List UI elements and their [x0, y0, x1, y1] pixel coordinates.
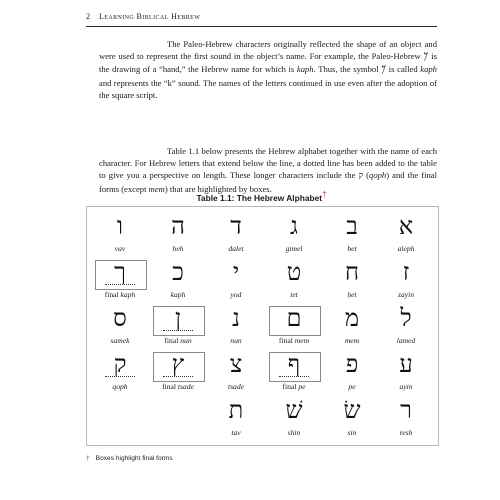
- paleo-kaph-glyph: 𐤊: [423, 51, 429, 63]
- hebrew-letter: א: [398, 212, 414, 240]
- alphabet-cell-kaph: [149, 259, 207, 303]
- hebrew-letter: ן: [174, 304, 182, 332]
- letter-name: final tsade: [162, 382, 194, 391]
- letter-name: aleph: [397, 244, 415, 253]
- hebrew-letter: פ: [345, 350, 359, 378]
- letter-name: sin: [347, 428, 357, 437]
- running-head: Learning Biblical Hebrew: [99, 12, 201, 21]
- p2-text-c: ) and the final forms (except: [99, 170, 437, 194]
- letter-name: nun: [230, 336, 242, 345]
- p1-text-b: is the drawing of a “hand,” the Hebrew name for which is: [99, 51, 437, 75]
- paragraph-table-intro: [99, 145, 437, 195]
- letter-name: pe: [348, 382, 356, 391]
- p2-text-d: ) that are highlighted by boxes.: [164, 183, 272, 194]
- table-title-text: Table 1.1: The Hebrew Alphabet: [196, 193, 323, 203]
- p1-text-a: The Paleo-Hebrew characters originally reflected the shape of an object and were used to represent the first sound in the object’s name. For example, the Paleo-Hebrew: [99, 39, 437, 62]
- letter-name: kaph: [170, 290, 186, 299]
- baseline-dotted-line: [163, 376, 193, 377]
- baseline-dotted-line: [105, 284, 135, 285]
- footnote-dagger: †: [86, 455, 90, 462]
- hebrew-letter: ח: [344, 258, 360, 286]
- hebrew-letter: ס: [113, 304, 127, 332]
- letter-name: qoph: [112, 382, 128, 391]
- letter-name: heh: [172, 244, 184, 253]
- alphabet-cell-nun-final: [149, 305, 207, 349]
- letter-name: zayin: [397, 290, 415, 299]
- letter-name: final nun: [164, 336, 192, 345]
- alphabet-cell-samek: [91, 305, 149, 349]
- alphabet-cell-dalet: [207, 213, 265, 257]
- alphabet-cell-shin: [265, 397, 323, 441]
- letter-name: tav: [231, 428, 241, 437]
- alphabet-cell-qoph: [91, 351, 149, 395]
- letter-name: tsade: [227, 382, 245, 391]
- letter-name: gimel: [285, 244, 303, 253]
- letter-name: samek: [110, 336, 130, 345]
- page-number: 2: [86, 12, 90, 21]
- alphabet-cell-ayin: [377, 351, 435, 395]
- hebrew-letter: ו: [116, 212, 124, 240]
- paragraph-paleo-hebrew: [99, 38, 437, 101]
- hebrew-letter: ר: [400, 396, 412, 424]
- header-rule: [86, 26, 437, 27]
- letter-name: ayin: [399, 382, 413, 391]
- letter-name: vav: [114, 244, 126, 253]
- p1-text-c: . Thus, the symbol: [313, 64, 382, 75]
- hebrew-letter: ט: [286, 258, 302, 286]
- letter-name: bet: [347, 244, 357, 253]
- p1-text-d: is called: [386, 64, 421, 75]
- alphabet-cell-lamed: [377, 305, 435, 349]
- alphabet-cell-gimel: [265, 213, 323, 257]
- alphabet-cell-mem-final: [265, 305, 323, 349]
- hebrew-letter: ץ: [171, 350, 185, 378]
- hebrew-letter: ע: [399, 350, 413, 378]
- p2-text-b: (: [363, 170, 370, 181]
- hebrew-letter: ד: [230, 212, 242, 240]
- letter-name: ḥet: [347, 290, 357, 299]
- letter-name: dalet: [228, 244, 244, 253]
- qoph-glyph: ק: [358, 171, 364, 182]
- alphabet-cell-resh: [377, 397, 435, 441]
- hebrew-letter: נ: [232, 304, 240, 332]
- alphabet-cell-yod: [207, 259, 265, 303]
- hebrew-letter: ק: [113, 350, 127, 378]
- hebrew-letter: מ: [344, 304, 360, 332]
- hebrew-letter: ם: [286, 304, 302, 332]
- footnote: [86, 455, 173, 462]
- letter-name: mem: [344, 336, 360, 345]
- p1-word-kaph: kaph: [296, 64, 314, 75]
- p1-text-e: and represents the “k” sound. The names of the letters continued in use even after the adoption of the square script.: [99, 77, 437, 100]
- p1-word-kaph-2: kaph: [420, 64, 437, 75]
- alphabet-cell-nun: [207, 305, 265, 349]
- letter-name: final kaph: [104, 290, 136, 299]
- hebrew-letter: כ: [172, 258, 184, 286]
- hebrew-letter: ב: [346, 212, 358, 240]
- alphabet-cell-tet: [265, 259, 323, 303]
- hebrew-letter: שׁ: [285, 396, 303, 424]
- letter-name: final pe: [282, 382, 306, 391]
- alphabet-cell-zayin: [377, 259, 435, 303]
- hebrew-letter: צ: [229, 350, 243, 378]
- p2-word-qoph: qoph: [369, 170, 387, 181]
- hebrew-letter: ה: [171, 212, 185, 240]
- hebrew-letter: ת: [228, 396, 244, 424]
- letter-name: yod: [230, 290, 242, 299]
- baseline-dotted-line: [163, 330, 193, 331]
- baseline-dotted-line: [105, 376, 135, 377]
- hebrew-alphabet-table: [86, 206, 439, 446]
- table-title-dagger: †: [322, 190, 327, 200]
- hebrew-letter: ף: [287, 350, 301, 378]
- hebrew-letter: ך: [114, 258, 126, 286]
- alphabet-cell-tsade-final: [149, 351, 207, 395]
- p2-text-a: Table 1.1 below presents the Hebrew alphabet together with the name of each character. For Hebrew letters that extend below the line, a dotted line has been added to the table to give you a perspective on length. These longer characters include the: [99, 146, 437, 181]
- alphabet-cell-tsade: [207, 351, 265, 395]
- hebrew-letter: י: [232, 258, 240, 286]
- table-title: [86, 190, 437, 203]
- alphabet-cell-vav: [91, 213, 149, 257]
- letter-name: tet: [290, 290, 298, 299]
- letter-name: lamed: [396, 336, 416, 345]
- footnote-text: Boxes highlight final forms: [95, 455, 173, 462]
- hebrew-letter: ל: [400, 304, 412, 332]
- alphabet-cell-heh: [149, 213, 207, 257]
- alphabet-cell-aleph: [377, 213, 435, 257]
- p2-word-mem: mem: [148, 183, 165, 194]
- hebrew-letter: ז: [402, 258, 410, 286]
- alphabet-cell-kaph-final: [91, 259, 149, 303]
- letter-name: shin: [287, 428, 301, 437]
- paleo-kaph-glyph-2: 𐤊: [381, 64, 387, 76]
- alphabet-cell-pe-final: [265, 351, 323, 395]
- hebrew-letter: שׂ: [343, 396, 361, 424]
- letter-name: resh: [399, 428, 413, 437]
- baseline-dotted-line: [279, 376, 309, 377]
- alphabet-cell-tav: [207, 397, 265, 441]
- letter-name: final mem: [278, 336, 310, 345]
- hebrew-letter: ג: [290, 212, 298, 240]
